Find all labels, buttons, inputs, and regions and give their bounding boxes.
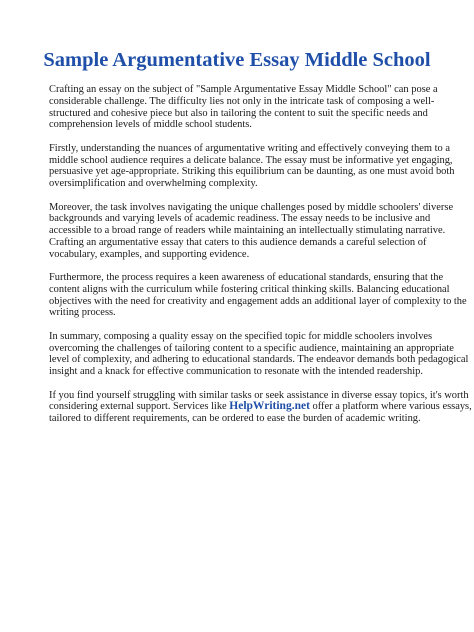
paragraph-line-with-link: [49, 400, 472, 413]
paragraph-line: considerable challenge. The difficulty lies not only in the intricate task of composing a well-: [49, 95, 435, 107]
paragraph-line: comprehension levels of middle school students.: [49, 119, 252, 131]
paragraph-line: Firstly, understanding the nuances of argumentative writing and effectively conveying them to a: [49, 142, 450, 154]
paragraph-line: backgrounds and varying levels of academic readiness. The essay needs to be inclusive and: [49, 213, 431, 225]
paragraph-line: structured and cohesive piece but also in tailoring the content to suit the specific needs and: [49, 107, 428, 119]
line-text-after-link: offer a platform where various essays,: [309, 401, 472, 413]
paragraph-line: In summary, composing a quality essay on the specified topic for middle schoolers involves: [49, 330, 433, 342]
paragraph-line: insight and a knack for effective communication to resonate with the intended readership.: [49, 366, 423, 377]
paragraph-line: Moreover, the task involves navigating the unique challenges posed by middle schoolers' diverse: [49, 201, 454, 213]
page-title: Sample Argumentative Essay Middle School: [43, 49, 431, 71]
paragraph-line: If you find yourself struggling with similar tasks or seek assistance in diverse essay topics, it's worth: [49, 389, 469, 401]
paragraph-line: Furthermore, the process requires a keen awareness of educational standards, ensuring that the: [49, 272, 444, 283]
paragraph-5: [49, 330, 469, 378]
line-text-before-link: considering external support. Services like: [49, 401, 230, 413]
paragraph-4: [49, 272, 467, 319]
paragraph-1: [49, 84, 438, 131]
essay-body: [49, 84, 472, 437]
paragraph-line: persuasive yet age-appropriate. Striking this equilibrium can be daunting, as one must avoid both: [49, 166, 455, 178]
helpwriting-link[interactable]: HelpWriting.net: [229, 400, 310, 413]
paragraph-line: level of complexity, and adhering to educational standards. The endeavor demands both pedagogical: [49, 354, 469, 366]
paragraph-line: Crafting an essay on the subject of "Sample Argumentative Essay Middle School" can pose a: [49, 84, 438, 95]
paragraph-line: tailored to different requirements, can be ordered to ease the burden of academic writing.: [49, 413, 421, 424]
paragraph-line: vocabulary, examples, and supporting evidence.: [49, 248, 250, 260]
paragraph-line: objectives with the need for creativity and engagement adds an additional layer of complexity to the: [49, 295, 467, 307]
paragraph-line: middle school audience requires a delicate balance. The essay must be informative yet engaging,: [49, 154, 453, 166]
paragraph-line: writing process.: [49, 307, 116, 319]
paragraph-2: [49, 142, 455, 190]
paragraph-6: [49, 389, 472, 425]
paragraph-line: accessible to a broad range of readers while maintaining an intellectually stimulating narrative.: [49, 225, 446, 236]
paragraph-line: Crafting an argumentative essay that caters to this audience demands a careful selection of: [49, 236, 427, 248]
paragraph-3: [49, 201, 454, 261]
paragraph-line: content aligns with the curriculum while fostering critical thinking skills. Balancing educational: [49, 283, 450, 295]
paragraph-line: overcoming the challenges of tailoring content to a specific audience, maintaining an appropriate: [49, 342, 454, 354]
paragraph-line: oversimplification and overwhelming complexity.: [49, 178, 258, 189]
